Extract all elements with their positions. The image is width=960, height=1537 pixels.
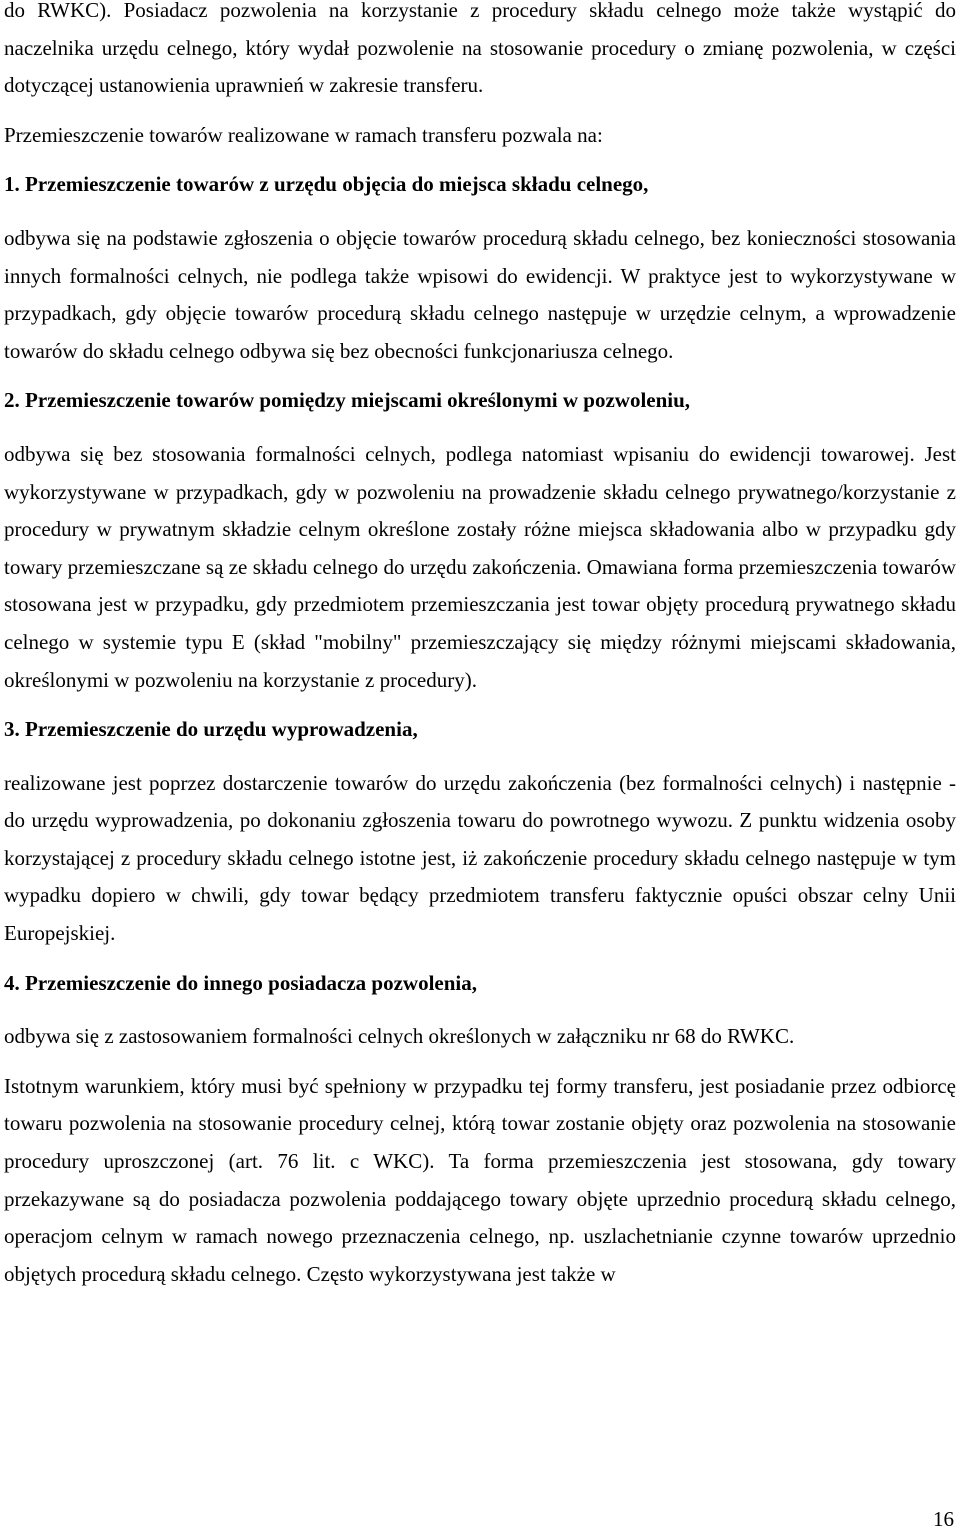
- section-paragraph: odbywa się bez stosowania formalności celnych, podlega natomiast wpisaniu do ewidencji towarowej. Jest wykorzystywane w przypadkach, gdy w pozwoleniu na prowadzenie składu celnego prywatnego/korzystanie z procedury w prywatnym składzie celnym określone zostały różne miejsca składowania albo w przypadku gdy towary przemieszczane są ze składu celnego do urzędu zakończenia. Omawiana forma przemieszczenia towarów stosowana jest w przypadku, gdy przedmiotem przemieszczania jest towar objęty procedurą prywatnego składu celnego w systemie typu E (skład "mobilny" przemieszczający się między różnymi miejscami składowania, określonymi w pozwoleniu na korzystanie z procedury).: [4, 441, 956, 692]
- section-paragraph: odbywa się z zastosowaniem formalności celnych określonych w załączniku nr 68 do RWKC.: [4, 1024, 795, 1049]
- section-heading: 2. Przemieszczenie towarów pomiędzy miejscami określonymi w pozwoleniu,: [4, 388, 691, 413]
- document-page: [4, 0, 956, 1293]
- section-3: [4, 711, 956, 953]
- section-heading: 1. Przemieszczenie towarów z urzędu objęcia do miejsca składu celnego,: [4, 172, 649, 197]
- section-heading: 3. Przemieszczenie do urzędu wyprowadzenia,: [4, 717, 418, 742]
- section-4: [4, 965, 956, 1294]
- lead-sentence: Przemieszczenie towarów realizowane w ramach transferu pozwala na:: [4, 122, 603, 147]
- page-number: 16: [933, 1507, 954, 1531]
- section-2: [4, 382, 956, 699]
- section-1: [4, 166, 956, 370]
- section-paragraph: odbywa się na podstawie zgłoszenia o objęcie towarów procedurą składu celnego, bez konieczności stosowania innych formalności celnych, nie podlega także wpisowi do ewidencji. W praktyce jest to wykorzystywane w przypadkach, gdy objęcie towarów procedurą składu celnego następuje w urzędzie celnym, a wprowadzenie towarów do składu celnego odbywa się bez obecności funkcjonariusza celnego.: [4, 225, 956, 363]
- section-heading: 4. Przemieszczenie do innego posiadacza pozwolenia,: [4, 970, 478, 995]
- section-paragraph: Istotnym warunkiem, który musi być spełniony w przypadku tej formy transferu, jest posiadanie przez odbiorcę towaru pozwolenia na stosowanie procedury celnej, którą towar zostanie objęty oraz pozwolenia na stosowanie procedury uproszczonej (art. 76 lit. c WKC). Ta forma przemieszczenia jest stosowana, gdy towary przekazywane są do posiadacza pozwolenia poddającego towary objęte uprzednio procedurą składu celnego, operacjom celnym w ramach nowego przeznaczenia celnego, np. uszlachetnianie czynne towarów uprzednio objętych procedurą składu celnego. Często wykorzystywana jest także w: [4, 1073, 956, 1286]
- intro-paragraph: do RWKC). Posiadacz pozwolenia na korzystanie z procedury składu celnego może także wystąpić do naczelnika urzędu celnego, który wydał pozwolenie na stosowanie procedury o zmianę pozwolenia, w części dotyczącej ustanowienia uprawnień w zakresie transferu.: [4, 0, 956, 98]
- section-paragraph: realizowane jest poprzez dostarczenie towarów do urzędu zakończenia (bez formalności celnych) i następnie - do urzędu wyprowadzenia, po dokonaniu zgłoszenia towaru do powrotnego wywozu. Z punktu widzenia osoby korzystającej z procedury składu celnego istotne jest, iż zakończenie procedury składu celnego następuje w tym wypadku dopiero w chwili, gdy towar będący przedmiotem transferu faktycznie opuści obszar celny Unii Europejskiej.: [4, 770, 956, 946]
